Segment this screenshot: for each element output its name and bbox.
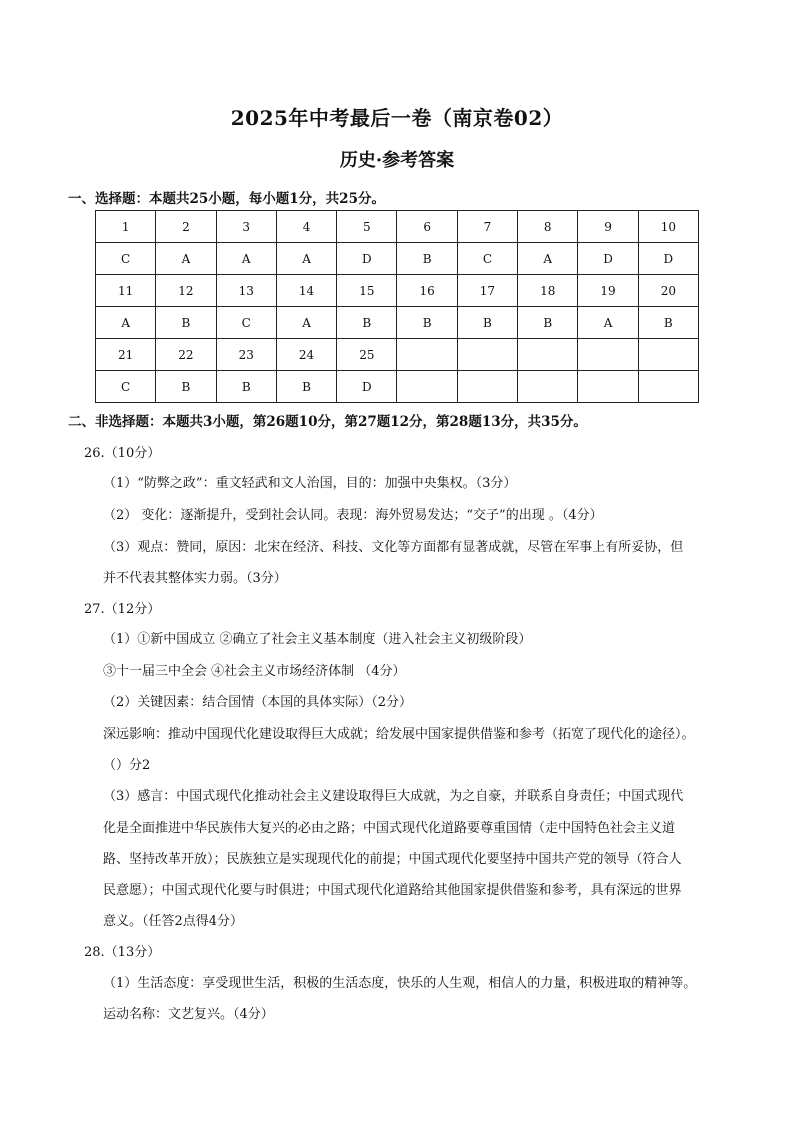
answer-table-cell: B (216, 371, 276, 403)
answer-table-cell: 22 (156, 339, 216, 371)
answer-table-cell: A (276, 243, 336, 275)
answer-table-cell: 3 (216, 211, 276, 243)
page-title: 2025年中考最后一卷（南京卷02） (230, 106, 564, 130)
answer-table-cell: 18 (518, 275, 578, 307)
answer-table-row (96, 275, 699, 307)
answer-table-cell: A (518, 243, 578, 275)
answer-table-cell: B (457, 307, 517, 339)
answer-table-cell: A (216, 243, 276, 275)
q27-line-8: 路、坚持改革开放）；民族独立是实现现代化的前提；中国式现代化要坚持中国共产党的领导（符合人 (103, 852, 682, 867)
q27-line-3: （2）关键因素：结合国情（本国的具体实际）（2分） (103, 695, 413, 710)
answer-table-cell: 20 (638, 275, 698, 307)
answer-table-cell: A (578, 307, 638, 339)
q27-line-9: 民意愿）；中国式现代化要与时俱进；中国式现代化道路给其他国家提供借鉴和参考，具有深远的世界 (103, 883, 682, 898)
q27-line-6: （3）感言：中国式现代化推动社会主义建设取得巨大成就，为之自豪，并联系自身责任；中国式现代 (103, 789, 684, 804)
q28-line-2: 运动名称：文艺复兴。（4分） (103, 1007, 274, 1022)
answer-table-cell: 24 (276, 339, 336, 371)
answer-table-cell: 7 (457, 211, 517, 243)
q26-line-3: （3）观点：赞同，原因：北宋在经济、科技、文化等方面都有显著成就，尽管在军事上有所妥协，但 (103, 540, 684, 555)
q28-line-1: （1）生活态度：享受现世生活，积极的生活态度，快乐的人生观，相信人的力量，积极进取的精神等。 (103, 976, 697, 991)
answer-table-cell: B (156, 371, 216, 403)
answer-table-cell: B (337, 307, 397, 339)
answer-table-cell (638, 339, 698, 371)
q27-line-2: ③十一届三中全会 ④社会主义市场经济体制 （4分） (103, 664, 406, 679)
answer-table-row (96, 243, 699, 275)
answer-table-cell: C (216, 307, 276, 339)
answer-table-cell: 16 (397, 275, 457, 307)
answer-table-row (96, 307, 699, 339)
answer-table-cell (457, 371, 517, 403)
answer-table-row (96, 371, 699, 403)
q27-line-5: （）分2 (103, 758, 151, 773)
answer-table-cell: D (337, 371, 397, 403)
q26-line-4: 并不代表其整体实力弱。（3分） (103, 571, 287, 586)
answer-table-cell (578, 371, 638, 403)
answer-table-cell: 9 (578, 211, 638, 243)
answer-table-cell: 1 (96, 211, 156, 243)
answer-table-cell (397, 339, 457, 371)
answer-table-cell: D (578, 243, 638, 275)
answer-table-cell: C (96, 371, 156, 403)
answer-table-cell: B (397, 307, 457, 339)
q28-label: 28.（13分） (84, 945, 161, 960)
answer-table-cell: B (638, 307, 698, 339)
answer-table-cell: 19 (578, 275, 638, 307)
answer-table-row (96, 211, 699, 243)
answer-table-cell (518, 339, 578, 371)
answer-table-cell (457, 339, 517, 371)
answer-table-cell: 10 (638, 211, 698, 243)
answer-table-cell: 4 (276, 211, 336, 243)
answer-table-cell (638, 371, 698, 403)
answer-table-cell: A (96, 307, 156, 339)
answer-table-cell: A (156, 243, 216, 275)
answer-table-cell: 21 (96, 339, 156, 371)
q26-line-2: （2） 变化：逐渐提升，受到社会认同。表现：海外贸易发达；“交子”的出现 。（4分） (103, 508, 603, 523)
answer-table-cell: A (276, 307, 336, 339)
answer-table-cell (578, 339, 638, 371)
answer-table-cell: 25 (337, 339, 397, 371)
page-subtitle: 历史·参考答案 (339, 150, 455, 171)
answer-table-cell: 14 (276, 275, 336, 307)
answer-table-cell: 2 (156, 211, 216, 243)
q27-line-1: （1）①新中国成立 ②确立了社会主义基本制度（进入社会主义初级阶段） (103, 632, 532, 647)
section1-heading: 一、选择题：本题共25小题，每小题1分，共25分。 (68, 191, 385, 207)
q26-line-1: （1）“防弊之政”：重文轻武和文人治国，目的：加强中央集权。（3分） (103, 476, 517, 491)
answer-table-cell: 5 (337, 211, 397, 243)
q27-label: 27.（12分） (84, 602, 161, 617)
answer-table-cell: 6 (397, 211, 457, 243)
answer-table-cell: B (156, 307, 216, 339)
answer-table-cell: 17 (457, 275, 517, 307)
answer-table-cell: B (518, 307, 578, 339)
section2-heading: 二、非选择题：本题共3小题，第26题10分，第27题12分，第28题13分，共35分。 (68, 414, 587, 430)
answer-table-cell (518, 371, 578, 403)
answer-table-cell: D (638, 243, 698, 275)
q26-label: 26.（10分） (84, 446, 161, 461)
q27-line-10: 意义。（任答2点得4分） (103, 914, 244, 929)
answer-table-cell: B (397, 243, 457, 275)
answer-table-cell: 15 (337, 275, 397, 307)
q27-line-7: 化是全面推进中华民族伟大复兴的必由之路；中国式现代化道路要尊重国情（走中国特色社会主义道 (103, 821, 676, 836)
answer-table-cell: C (96, 243, 156, 275)
answer-table-row (96, 339, 699, 371)
answer-table (95, 210, 699, 403)
q27-line-4: 深远影响：推动中国现代化建设取得巨大成就；给发展中国家提供借鉴和参考（拓宽了现代化的途径）。 (103, 727, 695, 742)
answer-table-cell: 8 (518, 211, 578, 243)
answer-table-cell: B (276, 371, 336, 403)
answer-table-cell: 23 (216, 339, 276, 371)
answer-table-cell: 13 (216, 275, 276, 307)
answer-table-cell: 12 (156, 275, 216, 307)
answer-table-cell (397, 371, 457, 403)
answer-table-cell: C (457, 243, 517, 275)
answer-table-cell: 11 (96, 275, 156, 307)
answer-table-cell: D (337, 243, 397, 275)
